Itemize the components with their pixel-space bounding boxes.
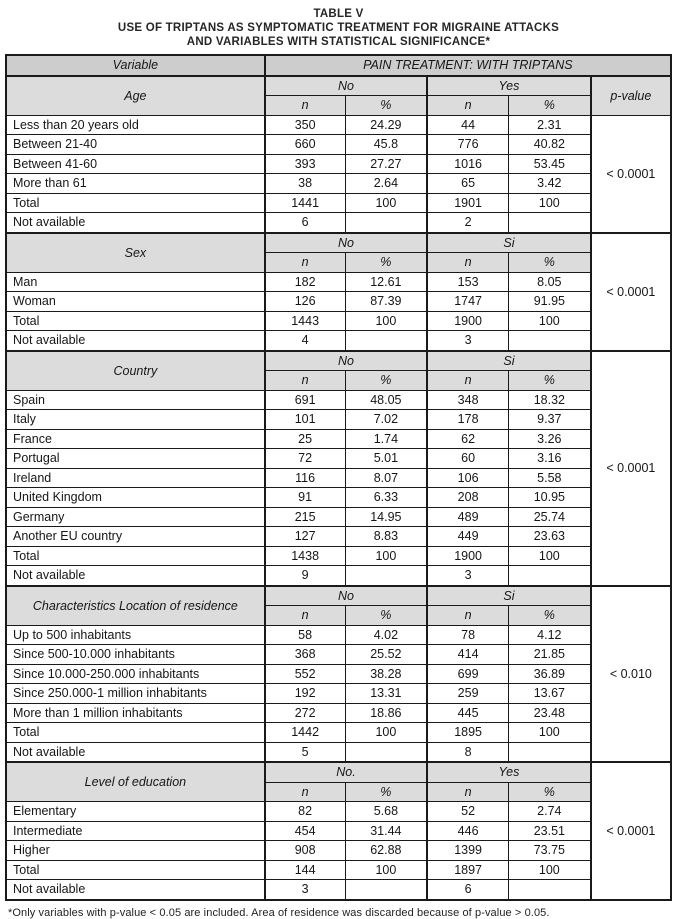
row-label: Total bbox=[6, 311, 265, 331]
cell-no-n: 38 bbox=[265, 174, 345, 194]
row-label: Since 10.000-250.000 inhabitants bbox=[6, 664, 265, 684]
table-row bbox=[6, 684, 671, 704]
table-row bbox=[6, 546, 671, 566]
cell-yes-pct bbox=[508, 213, 590, 233]
cell-yes-n: 1900 bbox=[427, 311, 508, 331]
cell-yes-pct bbox=[508, 566, 590, 586]
n-column-header: n bbox=[265, 606, 345, 626]
cell-yes-n: 1747 bbox=[427, 292, 508, 312]
cell-no-n: 82 bbox=[265, 802, 345, 822]
cell-yes-n: 62 bbox=[427, 429, 508, 449]
cell-no-n: 1438 bbox=[265, 546, 345, 566]
table-row bbox=[6, 410, 671, 430]
cell-no-pct: 7.02 bbox=[345, 410, 427, 430]
cell-yes-pct: 100 bbox=[508, 860, 590, 880]
cell-yes-n: 445 bbox=[427, 703, 508, 723]
variable-column-header: Variable bbox=[6, 55, 265, 76]
cell-no-n: 91 bbox=[265, 488, 345, 508]
table-row bbox=[6, 115, 671, 135]
cell-no-n: 691 bbox=[265, 390, 345, 410]
row-label: Since 500-10.000 inhabitants bbox=[6, 645, 265, 665]
table-row bbox=[6, 174, 671, 194]
row-label: France bbox=[6, 429, 265, 449]
row-label: Between 41-60 bbox=[6, 154, 265, 174]
cell-no-pct: 18.86 bbox=[345, 703, 427, 723]
cell-yes-pct: 91.95 bbox=[508, 292, 590, 312]
cell-no-pct: 45.8 bbox=[345, 135, 427, 155]
n-column-header: n bbox=[265, 782, 345, 802]
row-label: Not available bbox=[6, 331, 265, 351]
section-variable-label: Level of education bbox=[6, 762, 265, 802]
table-title-line2: AND VARIABLES WITH STATISTICAL SIGNIFICANCE* bbox=[186, 36, 491, 48]
row-label: Total bbox=[6, 860, 265, 880]
row-label: More than 61 bbox=[6, 174, 265, 194]
cell-no-pct bbox=[345, 213, 427, 233]
table-row bbox=[6, 880, 671, 900]
cell-yes-n: 78 bbox=[427, 625, 508, 645]
cell-no-pct: 12.61 bbox=[345, 272, 427, 292]
cell-no-n: 126 bbox=[265, 292, 345, 312]
percent-column-header: % bbox=[345, 96, 427, 116]
cell-no-pct: 48.05 bbox=[345, 390, 427, 410]
cell-yes-n: 6 bbox=[427, 880, 508, 900]
row-label: United Kingdom bbox=[6, 488, 265, 508]
cell-yes-pct: 23.51 bbox=[508, 821, 590, 841]
cell-no-n: 101 bbox=[265, 410, 345, 430]
cell-no-pct bbox=[345, 880, 427, 900]
n-column-header: n bbox=[427, 253, 508, 273]
row-label: Less than 20 years old bbox=[6, 115, 265, 135]
cell-yes-pct: 23.63 bbox=[508, 527, 590, 547]
cell-yes-n: 178 bbox=[427, 410, 508, 430]
cell-no-pct: 38.28 bbox=[345, 664, 427, 684]
section-header-row bbox=[6, 351, 671, 371]
cell-yes-pct: 8.05 bbox=[508, 272, 590, 292]
table-row bbox=[6, 821, 671, 841]
cell-no-pct: 24.29 bbox=[345, 115, 427, 135]
percent-column-header: % bbox=[345, 782, 427, 802]
table-number: TABLE V bbox=[313, 8, 364, 20]
cell-yes-n: 1900 bbox=[427, 546, 508, 566]
cell-yes-n: 8 bbox=[427, 742, 508, 762]
cell-yes-n: 414 bbox=[427, 645, 508, 665]
cell-yes-pct: 100 bbox=[508, 546, 590, 566]
row-label: Ireland bbox=[6, 468, 265, 488]
cell-yes-pct: 3.42 bbox=[508, 174, 590, 194]
cell-no-pct: 100 bbox=[345, 546, 427, 566]
cell-yes-n: 449 bbox=[427, 527, 508, 547]
table-row bbox=[6, 645, 671, 665]
table-row bbox=[6, 664, 671, 684]
cell-no-n: 192 bbox=[265, 684, 345, 704]
cell-no-n: 4 bbox=[265, 331, 345, 351]
row-label: Elementary bbox=[6, 802, 265, 822]
p-value-cell: < 0.010 bbox=[591, 586, 671, 763]
cell-no-n: 272 bbox=[265, 703, 345, 723]
p-value-header: p-value bbox=[591, 76, 671, 116]
section-variable-label: Characteristics Location of residence bbox=[6, 586, 265, 626]
section-header-row bbox=[6, 586, 671, 606]
cell-yes-pct: 4.12 bbox=[508, 625, 590, 645]
cell-yes-n: 259 bbox=[427, 684, 508, 704]
table-row bbox=[6, 193, 671, 213]
cell-yes-pct bbox=[508, 331, 590, 351]
n-column-header: n bbox=[265, 96, 345, 116]
row-label: Portugal bbox=[6, 449, 265, 469]
table-row bbox=[6, 331, 671, 351]
cell-yes-pct: 9.37 bbox=[508, 410, 590, 430]
n-column-header: n bbox=[427, 606, 508, 626]
row-label: Not available bbox=[6, 880, 265, 900]
section-variable-label: Sex bbox=[6, 233, 265, 273]
cell-no-n: 127 bbox=[265, 527, 345, 547]
cell-no-n: 58 bbox=[265, 625, 345, 645]
cell-no-n: 1441 bbox=[265, 193, 345, 213]
table-row bbox=[6, 507, 671, 527]
table-row bbox=[6, 449, 671, 469]
cell-yes-pct: 3.26 bbox=[508, 429, 590, 449]
cell-no-n: 9 bbox=[265, 566, 345, 586]
cell-yes-pct: 36.89 bbox=[508, 664, 590, 684]
table-row bbox=[6, 802, 671, 822]
n-column-header: n bbox=[427, 96, 508, 116]
percent-column-header: % bbox=[345, 371, 427, 391]
cell-yes-pct: 23.48 bbox=[508, 703, 590, 723]
table-row bbox=[6, 154, 671, 174]
p-value-cell: < 0.0001 bbox=[591, 115, 671, 233]
cell-yes-n: 348 bbox=[427, 390, 508, 410]
table-row bbox=[6, 292, 671, 312]
cell-no-pct: 100 bbox=[345, 193, 427, 213]
cell-no-pct bbox=[345, 742, 427, 762]
cell-yes-pct: 100 bbox=[508, 193, 590, 213]
row-label: Woman bbox=[6, 292, 265, 312]
cell-yes-n: 52 bbox=[427, 802, 508, 822]
table-row bbox=[6, 213, 671, 233]
cell-no-n: 368 bbox=[265, 645, 345, 665]
table-caption bbox=[0, 0, 677, 49]
table-row bbox=[6, 135, 671, 155]
cell-no-n: 1442 bbox=[265, 723, 345, 743]
cell-no-pct: 6.33 bbox=[345, 488, 427, 508]
row-label: Intermediate bbox=[6, 821, 265, 841]
p-value-cell: < 0.0001 bbox=[591, 351, 671, 586]
table-row bbox=[6, 742, 671, 762]
cell-no-n: 908 bbox=[265, 841, 345, 861]
row-label: Higher bbox=[6, 841, 265, 861]
percent-column-header: % bbox=[345, 253, 427, 273]
cell-yes-pct bbox=[508, 742, 590, 762]
cell-yes-pct: 21.85 bbox=[508, 645, 590, 665]
cell-yes-pct: 3.16 bbox=[508, 449, 590, 469]
table-row bbox=[6, 272, 671, 292]
cell-yes-n: 65 bbox=[427, 174, 508, 194]
cell-yes-n: 776 bbox=[427, 135, 508, 155]
table-row bbox=[6, 703, 671, 723]
cell-no-n: 25 bbox=[265, 429, 345, 449]
cell-no-pct: 8.83 bbox=[345, 527, 427, 547]
cell-yes-n: 44 bbox=[427, 115, 508, 135]
n-column-header: n bbox=[427, 371, 508, 391]
cell-no-pct: 2.64 bbox=[345, 174, 427, 194]
section-header-row bbox=[6, 76, 671, 96]
treatment-column-header: PAIN TREATMENT: WITH TRIPTANS bbox=[265, 55, 671, 76]
cell-no-n: 454 bbox=[265, 821, 345, 841]
no-group-header: No bbox=[265, 351, 427, 371]
cell-yes-pct: 40.82 bbox=[508, 135, 590, 155]
cell-no-pct: 100 bbox=[345, 311, 427, 331]
table-title-line1: USE OF TRIPTANS AS SYMPTOMATIC TREATMENT FOR MIGRAINE ATTACKS bbox=[117, 22, 560, 34]
percent-column-header: % bbox=[508, 782, 590, 802]
cell-no-n: 144 bbox=[265, 860, 345, 880]
cell-yes-pct: 100 bbox=[508, 723, 590, 743]
table-row bbox=[6, 390, 671, 410]
table-row bbox=[6, 468, 671, 488]
cell-no-pct: 62.88 bbox=[345, 841, 427, 861]
row-label: Not available bbox=[6, 213, 265, 233]
cell-no-pct: 5.68 bbox=[345, 802, 427, 822]
section-variable-label: Age bbox=[6, 76, 265, 116]
cell-no-n: 3 bbox=[265, 880, 345, 900]
no-group-header: No bbox=[265, 586, 427, 606]
cell-no-pct: 4.02 bbox=[345, 625, 427, 645]
cell-no-n: 552 bbox=[265, 664, 345, 684]
cell-yes-n: 153 bbox=[427, 272, 508, 292]
row-label: Another EU country bbox=[6, 527, 265, 547]
row-label: Total bbox=[6, 723, 265, 743]
no-group-header: No bbox=[265, 233, 427, 253]
yes-group-header: Si bbox=[427, 586, 590, 606]
section-variable-label: Country bbox=[6, 351, 265, 391]
cell-yes-pct: 25.74 bbox=[508, 507, 590, 527]
table-row bbox=[6, 527, 671, 547]
yes-group-header: Yes bbox=[427, 762, 590, 782]
cell-no-n: 5 bbox=[265, 742, 345, 762]
cell-yes-pct: 10.95 bbox=[508, 488, 590, 508]
cell-yes-pct: 5.58 bbox=[508, 468, 590, 488]
cell-yes-n: 1399 bbox=[427, 841, 508, 861]
table-row bbox=[6, 488, 671, 508]
cell-no-pct: 27.27 bbox=[345, 154, 427, 174]
percent-column-header: % bbox=[345, 606, 427, 626]
cell-no-pct bbox=[345, 331, 427, 351]
row-label: Since 250.000-1 million inhabitants bbox=[6, 684, 265, 704]
p-value-cell: < 0.0001 bbox=[591, 233, 671, 351]
cell-no-pct: 1.74 bbox=[345, 429, 427, 449]
cell-yes-n: 1016 bbox=[427, 154, 508, 174]
cell-yes-n: 1897 bbox=[427, 860, 508, 880]
row-label: More than 1 million inhabitants bbox=[6, 703, 265, 723]
table-row bbox=[6, 723, 671, 743]
table-row bbox=[6, 841, 671, 861]
cell-no-pct: 100 bbox=[345, 723, 427, 743]
section-header-row bbox=[6, 762, 671, 782]
cell-no-n: 350 bbox=[265, 115, 345, 135]
table-row bbox=[6, 860, 671, 880]
top-header-row bbox=[6, 55, 671, 76]
row-label: Italy bbox=[6, 410, 265, 430]
cell-yes-pct bbox=[508, 880, 590, 900]
cell-yes-n: 446 bbox=[427, 821, 508, 841]
cell-no-n: 6 bbox=[265, 213, 345, 233]
no-group-header: No bbox=[265, 76, 427, 96]
percent-column-header: % bbox=[508, 371, 590, 391]
row-label: Not available bbox=[6, 742, 265, 762]
p-value-cell: < 0.0001 bbox=[591, 762, 671, 900]
cell-yes-pct: 2.31 bbox=[508, 115, 590, 135]
yes-group-header: Si bbox=[427, 351, 590, 371]
table-row bbox=[6, 625, 671, 645]
cell-no-n: 215 bbox=[265, 507, 345, 527]
cell-no-pct: 25.52 bbox=[345, 645, 427, 665]
cell-yes-pct: 73.75 bbox=[508, 841, 590, 861]
cell-no-n: 72 bbox=[265, 449, 345, 469]
table-row bbox=[6, 566, 671, 586]
cell-yes-n: 489 bbox=[427, 507, 508, 527]
n-column-header: n bbox=[265, 253, 345, 273]
cell-no-n: 660 bbox=[265, 135, 345, 155]
cell-yes-pct: 13.67 bbox=[508, 684, 590, 704]
no-group-header: No. bbox=[265, 762, 427, 782]
n-column-header: n bbox=[427, 782, 508, 802]
cell-yes-n: 699 bbox=[427, 664, 508, 684]
table-row bbox=[6, 311, 671, 331]
row-label: Spain bbox=[6, 390, 265, 410]
row-label: Between 21-40 bbox=[6, 135, 265, 155]
main-table bbox=[5, 54, 672, 901]
row-label: Up to 500 inhabitants bbox=[6, 625, 265, 645]
percent-column-header: % bbox=[508, 253, 590, 273]
cell-no-pct: 8.07 bbox=[345, 468, 427, 488]
cell-no-pct: 5.01 bbox=[345, 449, 427, 469]
cell-yes-n: 1901 bbox=[427, 193, 508, 213]
section-header-row bbox=[6, 233, 671, 253]
cell-no-pct: 31.44 bbox=[345, 821, 427, 841]
cell-yes-n: 60 bbox=[427, 449, 508, 469]
yes-group-header: Si bbox=[427, 233, 590, 253]
cell-no-pct: 13.31 bbox=[345, 684, 427, 704]
cell-no-pct: 100 bbox=[345, 860, 427, 880]
cell-no-pct bbox=[345, 566, 427, 586]
cell-yes-n: 1895 bbox=[427, 723, 508, 743]
row-label: Man bbox=[6, 272, 265, 292]
percent-column-header: % bbox=[508, 606, 590, 626]
cell-no-n: 393 bbox=[265, 154, 345, 174]
table-body bbox=[6, 55, 671, 900]
cell-yes-pct: 100 bbox=[508, 311, 590, 331]
cell-yes-pct: 18.32 bbox=[508, 390, 590, 410]
row-label: Total bbox=[6, 193, 265, 213]
cell-no-n: 1443 bbox=[265, 311, 345, 331]
row-label: Total bbox=[6, 546, 265, 566]
footnote: *Only variables with p-value < 0.05 are included. Area of residence was discarded because of p-value > 0.05. bbox=[8, 906, 550, 919]
n-column-header: n bbox=[265, 371, 345, 391]
cell-no-pct: 14.95 bbox=[345, 507, 427, 527]
percent-column-header: % bbox=[508, 96, 590, 116]
cell-yes-n: 208 bbox=[427, 488, 508, 508]
row-label: Not available bbox=[6, 566, 265, 586]
cell-yes-pct: 2.74 bbox=[508, 802, 590, 822]
cell-yes-n: 3 bbox=[427, 566, 508, 586]
cell-yes-n: 3 bbox=[427, 331, 508, 351]
cell-no-n: 116 bbox=[265, 468, 345, 488]
table-row bbox=[6, 429, 671, 449]
cell-no-pct: 87.39 bbox=[345, 292, 427, 312]
cell-yes-pct: 53.45 bbox=[508, 154, 590, 174]
cell-no-n: 182 bbox=[265, 272, 345, 292]
row-label: Germany bbox=[6, 507, 265, 527]
yes-group-header: Yes bbox=[427, 76, 590, 96]
cell-yes-n: 2 bbox=[427, 213, 508, 233]
cell-yes-n: 106 bbox=[427, 468, 508, 488]
